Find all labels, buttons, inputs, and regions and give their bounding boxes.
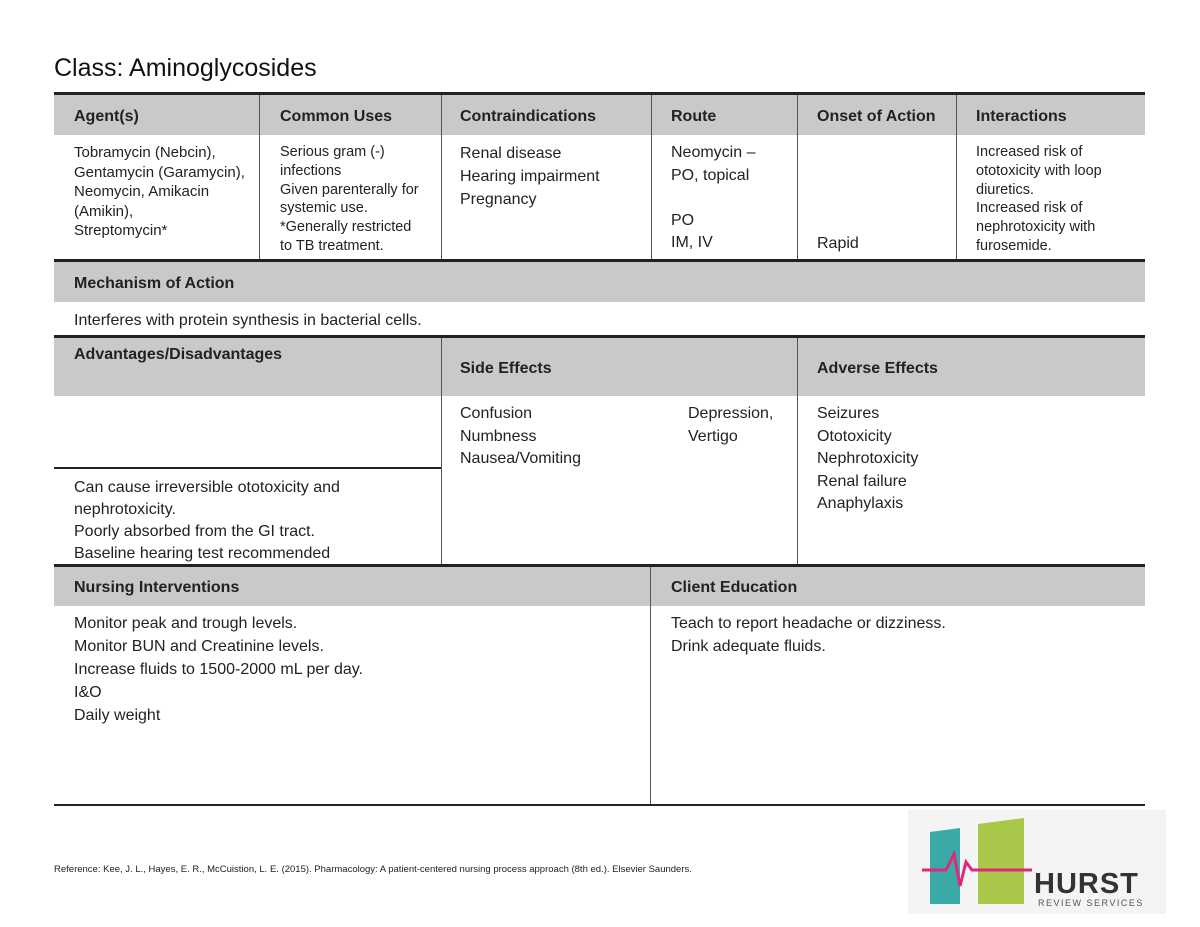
hurst-logo: [908, 810, 1166, 914]
nursing-list: [74, 612, 363, 727]
route-cell: [671, 142, 755, 255]
advantage-line: nephrotoxicity.: [74, 501, 176, 518]
nursing-item: Monitor peak and trough levels.: [74, 615, 298, 632]
rule-bottom: [54, 804, 1145, 806]
use-line: to TB treatment.: [280, 237, 384, 254]
page-title: Class: Aminoglycosides: [54, 54, 317, 82]
contraindication-line: Renal disease: [460, 145, 562, 162]
interaction-line: ototoxicity with loop: [976, 162, 1102, 179]
agent-line: Neomycin, Amikacin: [74, 183, 210, 200]
use-line: systemic use.: [280, 200, 368, 217]
use-line: Serious gram (-): [280, 144, 385, 160]
logo-name: HURST: [1034, 868, 1139, 900]
route-line: IM, IV: [671, 234, 713, 252]
adverse-effects-list: [817, 403, 918, 516]
education-list: [671, 612, 946, 658]
use-line: *Generally restricted: [280, 219, 412, 236]
advantages-text: [74, 477, 340, 565]
mechanism-header: Mechanism of Action: [74, 275, 235, 292]
adverse-effects-header: Adverse Effects: [817, 360, 938, 377]
rule-advantages-inner: [54, 467, 441, 469]
logo-green-panel: [978, 818, 1024, 904]
route-line: PO: [671, 211, 695, 229]
side-effect-item: Depression,: [688, 405, 774, 422]
nursing-item: Monitor BUN and Creatinine levels.: [74, 638, 324, 655]
contraindications-cell: [460, 142, 600, 211]
use-line: Given parenterally for: [280, 181, 419, 198]
contraindication-line: Hearing impairment: [460, 168, 600, 185]
header-agents: Agent(s): [74, 108, 139, 125]
nursing-header: Nursing Interventions: [74, 579, 240, 596]
interaction-line: diuretics.: [976, 181, 1035, 198]
education-header: Client Education: [671, 579, 798, 596]
interaction-line: nephrotoxicity with: [976, 219, 1096, 236]
col-divider: [441, 95, 442, 259]
col-divider: [441, 338, 442, 564]
agent-line: (Amikin),: [74, 202, 134, 220]
side-effect-item: Numbness: [460, 427, 537, 445]
route-line: [671, 187, 755, 210]
interactions-cell: [976, 143, 1102, 256]
advantages-header: Advantages/Disadvantages: [74, 346, 283, 363]
contraindication-line: Pregnancy: [460, 191, 537, 208]
onset-cell: Rapid: [817, 235, 859, 252]
header-contraindications: Contraindications: [460, 108, 597, 125]
col-divider: [956, 95, 957, 259]
education-item: Drink adequate fluids.: [671, 638, 826, 655]
nursing-item: I&O: [74, 684, 102, 701]
common-uses-cell: [280, 143, 419, 256]
reference-citation: Reference: Kee, J. L., Hayes, E. R., McCuistion, L. E. (2015). Pharmacology: A patient-centered nursing process approach (8th ed.). Elsevier Saunders.: [54, 864, 692, 875]
side-effects-col1: [460, 403, 581, 471]
col-divider: [651, 95, 652, 259]
interaction-line: Increased risk of: [976, 144, 1083, 160]
col-divider: [259, 95, 260, 259]
header-onset: Onset of Action: [817, 108, 936, 125]
adverse-effect-item: Nephrotoxicity: [817, 450, 919, 467]
agent-line: Streptomycin*: [74, 222, 168, 239]
advantage-line: Can cause irreversible ototoxicity and: [74, 479, 340, 496]
agents-cell: [74, 143, 245, 241]
header-interactions: Interactions: [976, 108, 1067, 125]
agent-line: Gentamycin (Garamycin),: [74, 163, 245, 181]
route-line: Neomycin –: [671, 144, 756, 161]
col-divider: [650, 567, 651, 805]
interaction-line: furosemide.: [976, 237, 1052, 254]
mechanism-text: Interferes with protein synthesis in bacterial cells.: [74, 312, 422, 329]
col-divider: [797, 338, 798, 564]
logo-tagline: REVIEW SERVICES: [1038, 898, 1144, 908]
side-effect-item: Confusion: [460, 405, 533, 422]
interaction-line: Increased risk of: [976, 200, 1083, 217]
nursing-item: Daily weight: [74, 707, 161, 724]
side-effects-col2: [688, 403, 773, 448]
route-line: PO, topical: [671, 166, 750, 184]
side-effect-item: Nausea/Vomiting: [460, 450, 581, 467]
adverse-effect-item: Seizures: [817, 405, 880, 422]
use-line: infections: [280, 162, 342, 179]
side-effects-header: Side Effects: [460, 360, 552, 377]
header-route: Route: [671, 108, 717, 125]
nursing-item: Increase fluids to 1500-2000 mL per day.: [74, 661, 364, 678]
education-item: Teach to report headache or dizziness.: [671, 615, 946, 632]
adverse-effect-item: Renal failure: [817, 472, 907, 490]
advantage-line: Baseline hearing test recommended: [74, 545, 331, 562]
side-effect-item: Vertigo: [688, 427, 738, 445]
advantage-line: Poorly absorbed from the GI tract.: [74, 523, 315, 540]
header-common-uses: Common Uses: [280, 108, 393, 125]
col-divider: [797, 95, 798, 259]
adverse-effect-item: Anaphylaxis: [817, 495, 904, 512]
adverse-effect-item: Ototoxicity: [817, 427, 892, 445]
agent-line: Tobramycin (Nebcin),: [74, 144, 216, 161]
